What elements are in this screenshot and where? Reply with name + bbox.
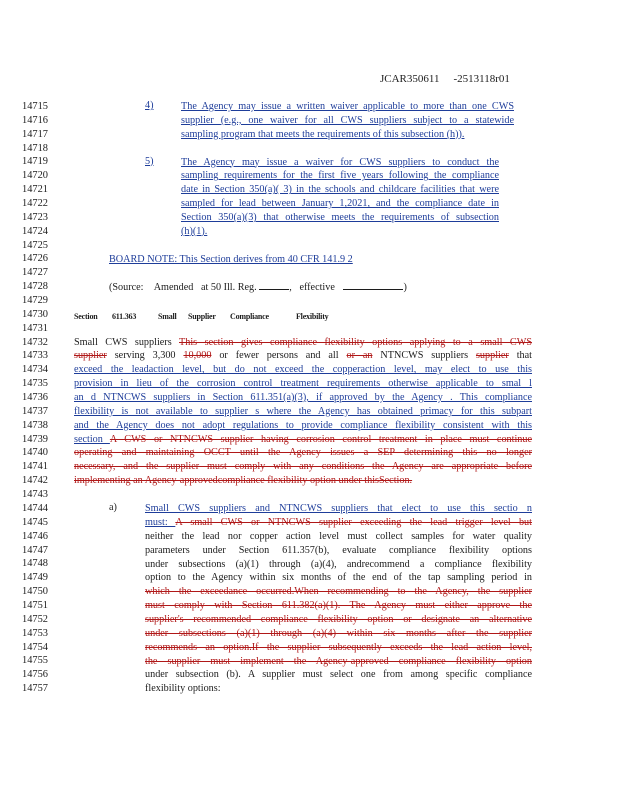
text-line: exceed the leadaction level, but do not exceed the copperaction level, may elect to use this (74, 364, 532, 376)
line-number: 14716 (22, 114, 48, 126)
text-line: supplier serving 3,300 10,000 or fewer persons and all or an NTNCWS suppliers supplier that (74, 350, 532, 362)
line-number: 14733 (22, 350, 48, 362)
line-number: 14752 (22, 613, 48, 625)
line-number: 14728 (22, 281, 48, 293)
text-line: necessary, and the supplier must comply with any conditions the Agency are appropriate before (74, 461, 532, 473)
text-line: and the Agency does not adopt regulations to provide compliance flexibility consistent with this (74, 419, 532, 431)
text-line: must: A small CWS or NTNCWS supplier exceeding the lead trigger level but (145, 516, 532, 528)
text-line: Small CWS suppliers and NTNCWS suppliers that elect to use this sectio n (145, 503, 532, 515)
subsection-a-label: a) (109, 502, 117, 514)
line-number: 14742 (22, 475, 48, 487)
line-number: 14747 (22, 544, 48, 556)
text-line: flexibility options: (145, 683, 221, 695)
effective-date-blank (343, 280, 403, 290)
line-number: 14738 (22, 419, 48, 431)
line-number: 14736 (22, 392, 48, 404)
line-number: 14715 (22, 101, 48, 112)
item-4-number: 4) (145, 100, 154, 111)
text-line: neither the lead nor copper action level must collect samples for water quality (145, 530, 532, 542)
text-line: must comply with Section 611.382(a)(1). The Agency must either approve the (145, 600, 532, 612)
line-number: 14740 (22, 447, 48, 459)
line-number: 14746 (22, 530, 48, 542)
line-number: 14730 (22, 308, 48, 320)
line-number: 14743 (22, 489, 48, 501)
line-number: 14722 (22, 198, 48, 210)
line-number: 14726 (22, 253, 48, 265)
text-line: flexibility is not available to supplier s where the Agency has obtained primacy for this subpart (74, 405, 532, 417)
text-line: provision in lieu of the corrosion control treatment requirements otherwise applicable to smal l (74, 378, 532, 390)
line-number: 14745 (22, 516, 48, 528)
line-number: 14744 (22, 502, 48, 514)
source-note: (Source: Amended at 50 Ill. Reg. , effective ) (109, 282, 407, 294)
line-number: 14757 (22, 683, 48, 695)
line-number: 14753 (22, 627, 48, 639)
item-5-text: The Agency may issue a waiver for CWS suppliers to conduct the sampling requirements for the first five years following the compliance date in Section 350(a)( 3) in the schools and childcare facilities that were sampled for lead between January 1,2021, and the compliance date in Section 350(a)(3) that otherwise meets the requirements of subsection (h)(1). (181, 156, 499, 237)
text-line: supplier's recommended compliance flexibility option or designate an alternative (145, 613, 532, 625)
line-number: 14717 (22, 128, 48, 140)
page-header (380, 73, 510, 85)
text-line: which the exceedance occurred.When recommending to the Agency, the supplier (145, 586, 532, 598)
line-number-column (22, 100, 62, 696)
line-number: 14729 (22, 295, 48, 307)
line-number: 14725 (22, 239, 48, 251)
text-line: Small CWS suppliers This section gives compliance flexibility options applying to a small CWS (74, 336, 532, 348)
line-number: 14756 (22, 669, 48, 681)
section-heading: Section 611.363 Small Supplier Compliance Flexibility (74, 312, 329, 321)
text-line: under subsections (a)(1) through (a)(4), andrecommend a compliance flexibility (145, 558, 532, 570)
text-line: the supplier must implement the Agency-approved compliance flexibility option (145, 655, 532, 667)
register-blank (259, 280, 289, 290)
line-number: 14750 (22, 586, 48, 598)
line-number: 14739 (22, 433, 48, 445)
text-line: option to the Agency within six months of the end of the tap sampling period in (145, 572, 532, 584)
subsection-a-text (145, 502, 532, 696)
line-number: 14718 (22, 142, 48, 154)
text-line: parameters under Section 611.357(b), evaluate compliance flexibility options (145, 544, 532, 556)
text-line: under subsections (a)(1) through (a)(4) within six months after the supplier (145, 627, 532, 639)
line-number: 14720 (22, 170, 48, 182)
line-number: 14732 (22, 336, 48, 348)
text-line: operating and maintaining OCCT until the Agency issues a SEP determining this no longer (74, 447, 532, 459)
line-number: 14754 (22, 641, 48, 653)
section-intro-paragraph (74, 336, 532, 488)
line-number: 14748 (22, 558, 48, 570)
text-line: implementing an Agency-approvedcompliance flexibility option under thisSection. (74, 475, 413, 487)
board-note: BOARD NOTE: This Section derives from 40 CFR 141.9 2 (109, 253, 353, 265)
line-number: 14751 (22, 599, 48, 611)
text-line: recommends an option.If the supplier subsequently exceeds the lead action level, (145, 641, 532, 653)
line-number: 14737 (22, 405, 48, 417)
document-version: -2513118r01 (453, 73, 510, 85)
text-line: section A CWS or NTNCWS supplier having corrosion control treatment in place must continue (74, 433, 532, 445)
line-number: 14731 (22, 322, 48, 334)
line-number: 14727 (22, 267, 48, 279)
line-number: 14719 (22, 156, 48, 168)
line-number: 14723 (22, 211, 48, 223)
line-number: 14734 (22, 364, 48, 376)
line-number: 14721 (22, 184, 48, 196)
line-number: 14755 (22, 655, 48, 667)
item-4-text: The Agency may issue a written waiver applicable to more than one CWS supplier (e.g., one waiver for all CWS suppliers subject to a statewide sampling program that meets the requirements of this subsection (h)). (181, 101, 514, 140)
line-number: 14749 (22, 572, 48, 584)
line-number: 14741 (22, 461, 48, 473)
line-number: 14735 (22, 378, 48, 390)
line-number: 14724 (22, 225, 48, 237)
text-line: under subsection (b). A supplier must select one from among specific compliance (145, 669, 532, 681)
text-line: an d NTNCWS suppliers in Section 611.351(a)(3), if approved by the Agency . This compliance (74, 392, 532, 404)
item-5-number: 5) (145, 155, 154, 167)
document-id: JCAR350611 (380, 73, 440, 85)
